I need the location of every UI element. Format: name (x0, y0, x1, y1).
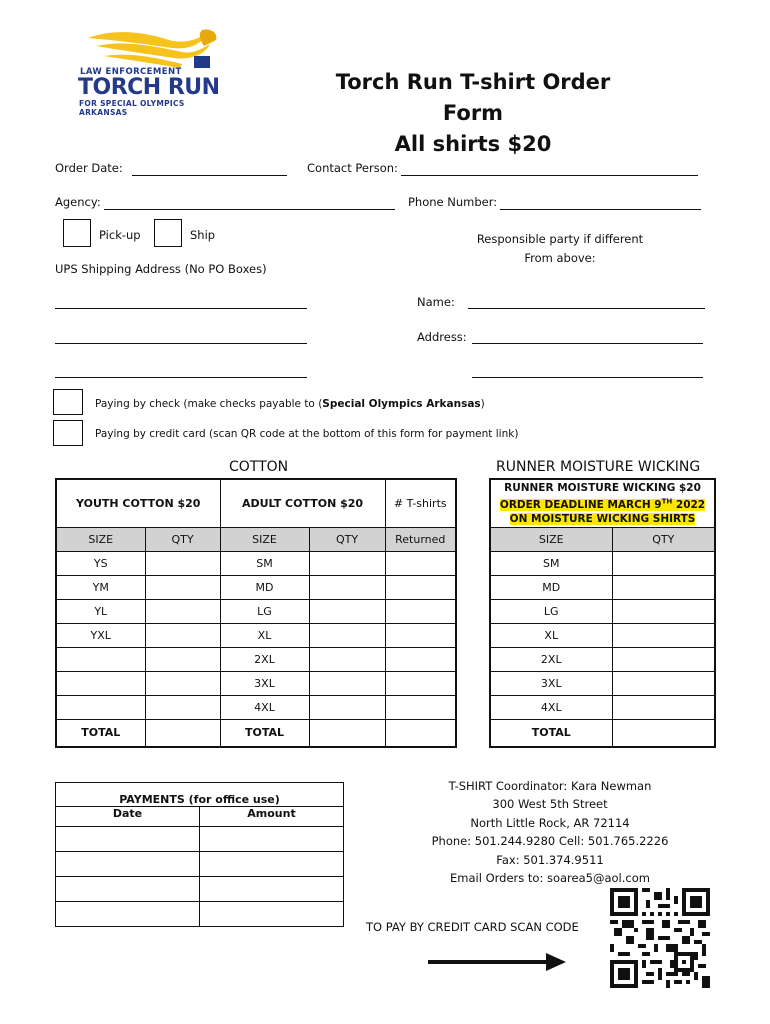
runner-qty-header: QTY (612, 527, 715, 551)
address-field-line2[interactable] (472, 377, 703, 378)
table-row (490, 647, 715, 671)
contact-person-field[interactable] (401, 175, 698, 176)
youth-qty-cell[interactable] (145, 575, 220, 599)
street-address: 300 West 5th Street (492, 797, 608, 812)
youth-qty-cell[interactable] (145, 599, 220, 623)
pay-by-check-label (95, 398, 485, 410)
youth-total-cell[interactable] (145, 719, 220, 747)
returned-total-cell[interactable] (385, 719, 456, 747)
payment-amount-cell[interactable] (200, 852, 344, 877)
table-row (56, 827, 344, 852)
runner-total-cell[interactable] (612, 719, 715, 747)
runner-size-cell: LG (490, 599, 612, 623)
table-row (490, 671, 715, 695)
runner-qty-cell[interactable] (612, 599, 715, 623)
returned-cell[interactable] (385, 695, 456, 719)
responsible-line1: Responsible party if different (476, 232, 644, 246)
youth-qty-header: QTY (145, 527, 220, 551)
returned-cell[interactable] (385, 647, 456, 671)
form-title-line2: All shirts $20 (394, 132, 552, 156)
ups-address-line3[interactable] (55, 377, 307, 378)
payment-amount-cell[interactable] (200, 877, 344, 902)
pickup-label: Pick-up (99, 228, 141, 242)
phone-number-field[interactable] (500, 209, 701, 210)
youth-size-header: SIZE (56, 527, 145, 551)
logo-line2: TORCH RUN (78, 75, 220, 100)
cotton-heading: COTTON (229, 459, 289, 475)
returned-cell[interactable] (385, 623, 456, 647)
runner-size-cell: 2XL (490, 647, 612, 671)
adult-qty-cell[interactable] (309, 695, 385, 719)
runner-deadline-note: ON MOISTURE WICKING SHIRTS (509, 513, 696, 525)
adult-qty-cell[interactable] (309, 647, 385, 671)
adult-size-cell: XL (220, 623, 309, 647)
city-state-zip: North Little Rock, AR 72114 (470, 815, 630, 830)
logo-line4: ARKANSAS (79, 108, 128, 117)
adult-qty-cell[interactable] (309, 575, 385, 599)
table-row (56, 551, 456, 575)
qr-code-icon[interactable] (610, 888, 710, 988)
adult-size-cell: SM (220, 551, 309, 575)
adult-size-cell: MD (220, 575, 309, 599)
returned-cell[interactable] (385, 551, 456, 575)
phone-numbers: Phone: 501.244.9280 Cell: 501.765.2226 (431, 834, 669, 849)
coordinator-name: T-SHIRT Coordinator: Kara Newman (448, 779, 652, 793)
agency-field[interactable] (104, 209, 395, 210)
returned-header: Returned (385, 527, 456, 551)
runner-header-line1: RUNNER MOISTURE WICKING $20 (504, 481, 701, 494)
adult-qty-cell[interactable] (309, 551, 385, 575)
table-row (56, 623, 456, 647)
fax-number: Fax: 501.374.9511 (496, 852, 604, 867)
runner-deadline-text: ORDER DEADLINE MARCH 9 (499, 499, 662, 511)
adult-size-cell: LG (220, 599, 309, 623)
runner-size-cell: SM (490, 551, 612, 575)
logo-line1: LAW ENFORCEMENT (80, 67, 182, 77)
runner-header (490, 479, 715, 527)
form-title (303, 67, 643, 160)
youth-total-label: TOTAL (56, 719, 145, 747)
runner-heading: RUNNER MOISTURE WICKING (496, 459, 701, 475)
youth-size-cell: YXL (56, 623, 145, 647)
ship-checkbox[interactable] (154, 219, 182, 247)
order-date-field[interactable] (132, 175, 287, 176)
table-row (490, 719, 715, 747)
payment-date-cell[interactable] (56, 852, 200, 877)
runner-deadline-sup: TH (661, 497, 673, 506)
runner-qty-cell[interactable] (612, 671, 715, 695)
name-label: Name: (417, 295, 455, 309)
adult-total-label: TOTAL (220, 719, 309, 747)
order-date-label: Order Date: (55, 161, 123, 175)
responsible-party-label (460, 232, 660, 265)
adult-size-cell: 2XL (220, 647, 309, 671)
youth-size-cell: YM (56, 575, 145, 599)
adult-qty-header: QTY (309, 527, 385, 551)
runner-qty-cell[interactable] (612, 623, 715, 647)
ups-address-label: UPS Shipping Address (No PO Boxes) (55, 262, 267, 276)
adult-size-header: SIZE (220, 527, 309, 551)
pay-check-text: Paying by check (make checks payable to ( (95, 398, 323, 410)
pay-check-payee: Special Olympics Arkansas (322, 398, 481, 410)
runner-size-header: SIZE (490, 527, 612, 551)
agency-label: Agency: (55, 195, 101, 209)
adult-qty-cell[interactable] (309, 599, 385, 623)
name-field[interactable] (468, 308, 705, 309)
ship-label: Ship (190, 228, 216, 242)
runner-size-cell: 3XL (490, 671, 612, 695)
payment-date-cell[interactable] (56, 827, 200, 852)
runner-qty-cell[interactable] (612, 575, 715, 599)
youth-size-cell: YS (56, 551, 145, 575)
table-row (56, 695, 456, 719)
table-row (490, 623, 715, 647)
table-row (56, 902, 344, 927)
responsible-line2: From above: (524, 251, 596, 265)
arrow-right-icon (426, 951, 568, 973)
youth-size-cell (56, 695, 145, 719)
runner-total-label: TOTAL (490, 719, 612, 747)
runner-qty-cell[interactable] (612, 647, 715, 671)
youth-qty-cell[interactable] (145, 647, 220, 671)
youth-size-cell: YL (56, 599, 145, 623)
runner-size-cell: 4XL (490, 695, 612, 719)
youth-qty-cell[interactable] (145, 623, 220, 647)
table-row (56, 719, 456, 747)
runner-size-cell: XL (490, 623, 612, 647)
table-row (56, 575, 456, 599)
returned-cell[interactable] (385, 599, 456, 623)
contact-info (400, 777, 700, 887)
ups-address-line2[interactable] (55, 343, 307, 344)
payments-title: PAYMENTS (for office use) (56, 783, 344, 807)
payments-date-header: Date (56, 807, 200, 827)
runner-size-cell: MD (490, 575, 612, 599)
adult-size-cell: 3XL (220, 671, 309, 695)
table-row (490, 599, 715, 623)
table-row (56, 671, 456, 695)
email-link[interactable]: Email Orders to: soarea5@aol.com (450, 871, 650, 886)
runner-deadline-year: 2022 (672, 499, 706, 511)
pay-by-card-checkbox[interactable] (53, 420, 83, 446)
table-row (56, 599, 456, 623)
runner-qty-cell[interactable] (612, 695, 715, 719)
returned-cell[interactable] (385, 575, 456, 599)
contact-person-label: Contact Person: (307, 161, 398, 175)
youth-size-cell (56, 671, 145, 695)
youth-qty-cell[interactable] (145, 671, 220, 695)
logo-line3: FOR SPECIAL OLYMPICS (79, 99, 185, 108)
adult-size-cell: 4XL (220, 695, 309, 719)
table-row (490, 551, 715, 575)
adult-cotton-header: ADULT COTTON $20 (220, 479, 385, 527)
adult-qty-cell[interactable] (309, 671, 385, 695)
runner-table (489, 478, 716, 748)
scan-code-label: TO PAY BY CREDIT CARD SCAN CODE (366, 920, 579, 934)
pickup-checkbox[interactable] (63, 219, 91, 247)
youth-qty-cell[interactable] (145, 551, 220, 575)
tshirts-returned-header: # T-shirts (385, 479, 456, 527)
youth-size-cell (56, 647, 145, 671)
phone-number-label: Phone Number: (408, 195, 498, 209)
payments-amount-header: Amount (200, 807, 344, 827)
payment-date-cell[interactable] (56, 877, 200, 902)
pay-by-check-checkbox[interactable] (53, 389, 83, 415)
payment-amount-cell[interactable] (200, 902, 344, 927)
adult-total-cell[interactable] (309, 719, 385, 747)
table-row (490, 575, 715, 599)
address-label: Address: (417, 330, 467, 344)
payment-amount-cell[interactable] (200, 827, 344, 852)
payments-table (55, 782, 344, 927)
runner-qty-cell[interactable] (612, 551, 715, 575)
payment-date-cell[interactable] (56, 902, 200, 927)
cotton-table (55, 478, 457, 748)
youth-cotton-header: YOUTH COTTON $20 (56, 479, 220, 527)
adult-qty-cell[interactable] (309, 623, 385, 647)
form-title-line1: Torch Run T-shirt Order Form (335, 70, 611, 125)
address-field-line1[interactable] (472, 343, 703, 344)
returned-cell[interactable] (385, 671, 456, 695)
runner-deadline (491, 495, 714, 513)
pay-check-end: ) (480, 398, 485, 410)
table-row (56, 647, 456, 671)
runner-deadline-line2 (491, 512, 714, 526)
youth-qty-cell[interactable] (145, 695, 220, 719)
table-row (490, 695, 715, 719)
pay-by-card-label: Paying by credit card (scan QR code at the bottom of this form for payment link) (95, 428, 519, 440)
table-row (56, 877, 344, 902)
ups-address-line1[interactable] (55, 308, 307, 309)
table-row (56, 852, 344, 877)
